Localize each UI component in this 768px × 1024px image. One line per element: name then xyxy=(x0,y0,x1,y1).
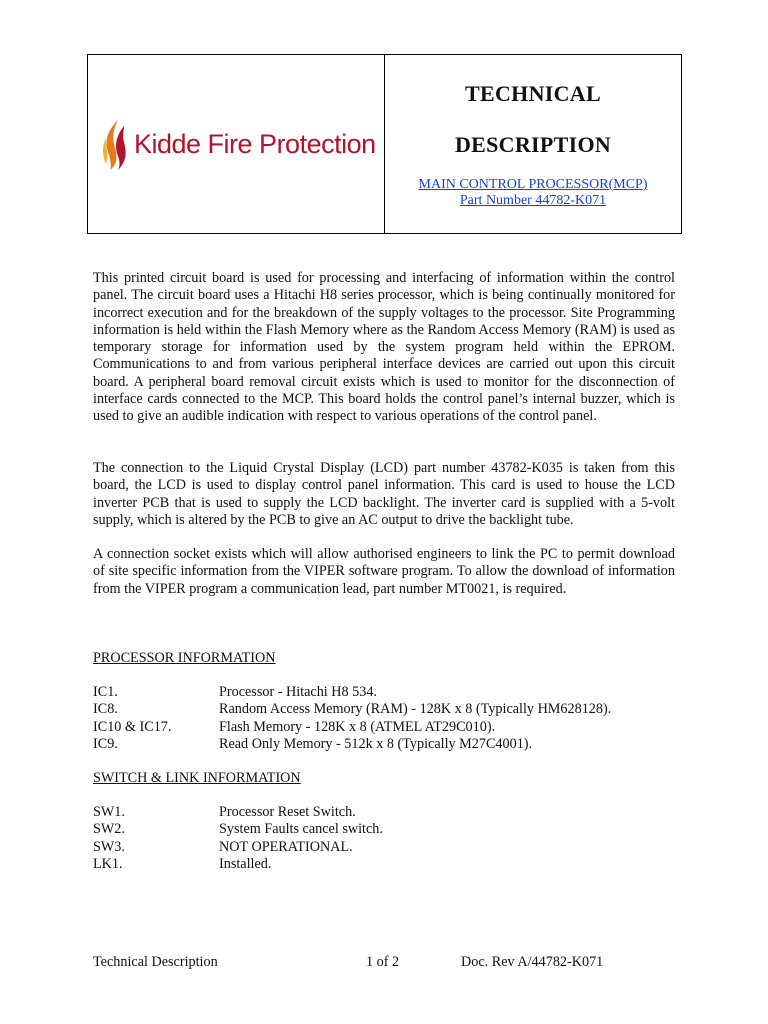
processor-info-list xyxy=(93,684,675,753)
subtitle-link-2[interactable]: Part Number 44782-K071 xyxy=(459,193,607,208)
item-desc: Processor - Hitachi H8 534. xyxy=(219,684,378,700)
item-ref: IC1. xyxy=(93,684,118,700)
header-table xyxy=(87,54,682,234)
item-ref: IC10 & IC17. xyxy=(93,718,172,735)
paragraph-2: The connection to the Liquid Crystal Display (LCD) part number 43782-K035 is taken from this board, the LCD is used to display control panel information. This card is used to house the LCD inverter PCB that is used to supply the LCD backlight. The inverter card is supplied with a 5-volt supply, which is altered by the PCB to give an AC output to drive the backlight tube. xyxy=(93,460,675,528)
title-line-2: DESCRIPTION xyxy=(454,132,612,157)
page-number: 1 of 2 xyxy=(366,954,400,970)
item-ref: SW3. xyxy=(93,838,125,855)
item-ref: IC8. xyxy=(93,701,118,718)
title-cell xyxy=(385,55,681,233)
list-item xyxy=(93,684,675,701)
flame-logo-icon xyxy=(98,116,132,172)
paragraph-1: This printed circuit board is used for processing and interfacing of information within the control panel. The circuit board uses a Hitachi H8 series processor, which is being continually monitored for incorrect execution and for the breakdown of the supply voltages to the processor. Site Programming information is held within the Flash Memory where as the Random Access Memory (RAM) is used as temporary storage for information used by the system program held within the EPROM. Communications to and from various peripheral interface devices are carried out upon this circuit board. A peripheral board removal circuit exists which is used to monitor for the disconnection of interface cards connected to the MCP. This board holds the control panel’s internal buzzer, which is used to give an audible indication with respect to various operations of the control panel. xyxy=(93,270,675,425)
list-item xyxy=(93,719,675,736)
list-item xyxy=(93,856,675,873)
switch-link-info-heading: SWITCH & LINK INFORMATION xyxy=(93,770,301,786)
switch-link-info-list xyxy=(93,804,675,873)
logo-text: Kidde Fire Protection xyxy=(134,128,376,159)
item-desc: Random Access Memory (RAM) - 128K x 8 (Typically HM628128). xyxy=(219,701,612,718)
paragraph-3: A connection socket exists which will allow authorised engineers to link the PC to permit download of site specific information from the VIPER software program. To allow the download of information from the VIPER program a communication lead, part number MT0021, is required. xyxy=(93,546,675,597)
subtitle-link-1[interactable]: MAIN CONTROL PROCESSOR(MCP) xyxy=(418,177,648,192)
logo-cell xyxy=(88,55,385,233)
item-ref: IC9. xyxy=(93,735,118,752)
item-desc: Processor Reset Switch. xyxy=(219,804,356,820)
item-desc: Read Only Memory - 512k x 8 (Typically M27C4001). xyxy=(219,735,533,752)
list-item xyxy=(93,821,675,838)
doc-revision: Doc. Rev A/44782-K071 xyxy=(461,954,604,970)
item-desc: Installed. xyxy=(219,855,272,872)
footer-title: Technical Description xyxy=(93,954,218,970)
list-item xyxy=(93,701,675,718)
item-desc: NOT OPERATIONAL. xyxy=(219,838,353,855)
title-line-1: TECHNICAL xyxy=(465,81,601,106)
item-ref: SW1. xyxy=(93,804,125,820)
list-item xyxy=(93,736,675,753)
item-desc: System Faults cancel switch. xyxy=(219,821,383,838)
processor-info-heading: PROCESSOR INFORMATION xyxy=(93,650,276,666)
page-footer xyxy=(93,954,675,972)
item-desc: Flash Memory - 128K x 8 (ATMEL AT29C010). xyxy=(219,718,496,735)
list-item xyxy=(93,804,675,821)
item-ref: LK1. xyxy=(93,855,123,872)
item-ref: SW2. xyxy=(93,821,125,838)
list-item xyxy=(93,839,675,856)
